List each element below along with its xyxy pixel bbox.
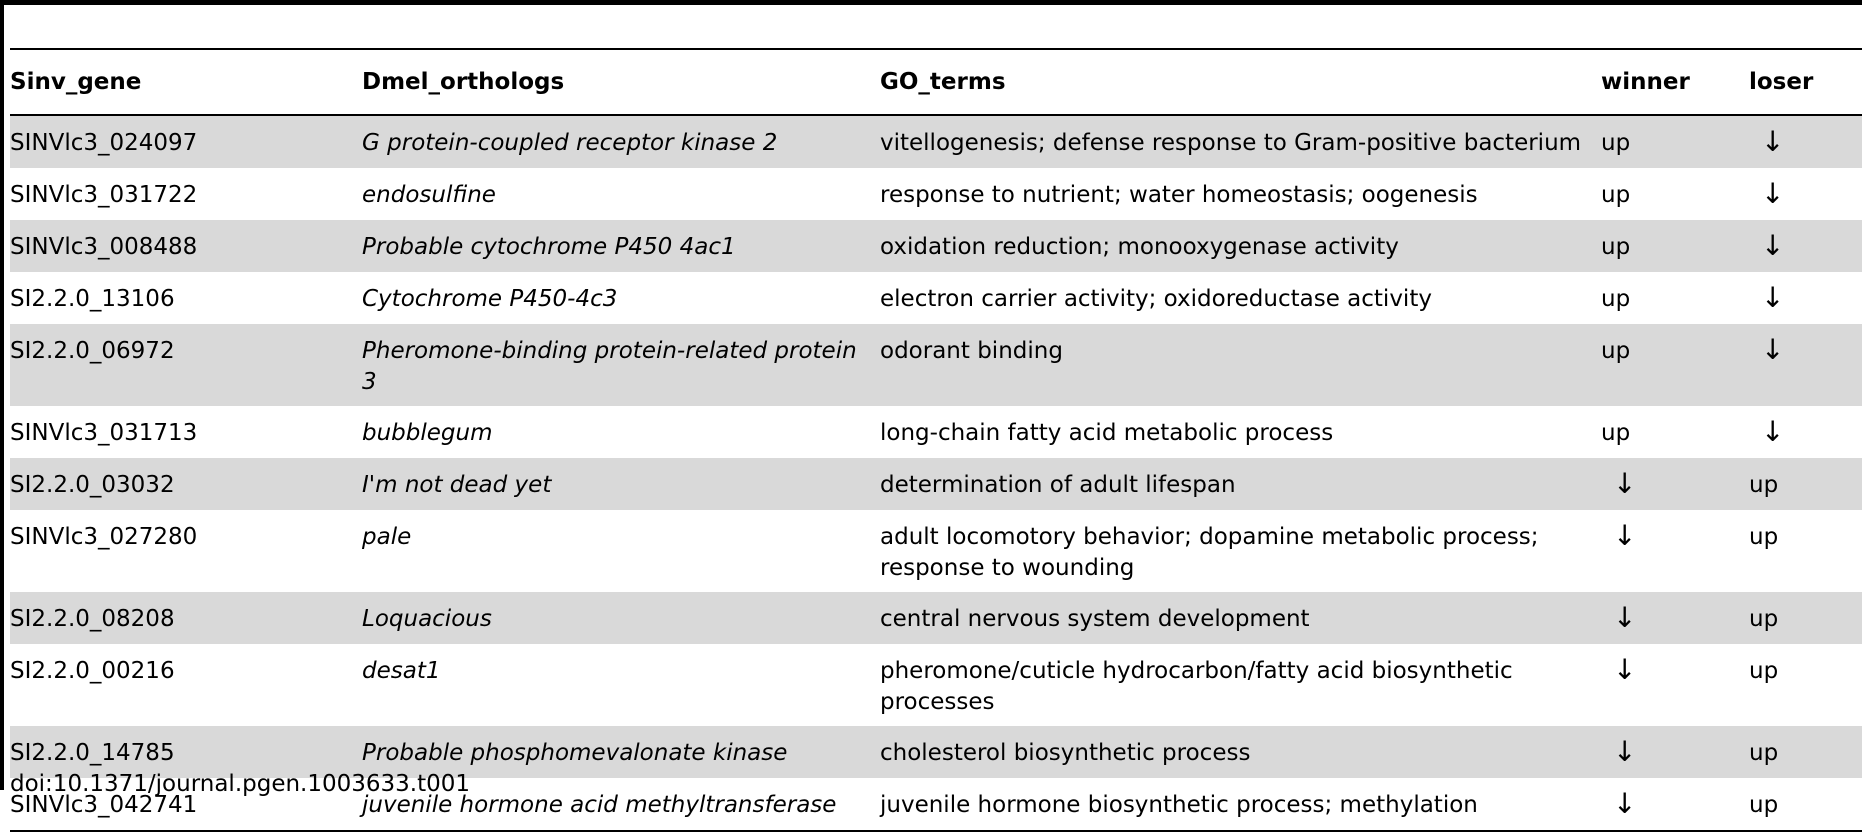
cell-loser (1749, 168, 1862, 220)
header-loser: loser (1749, 68, 1814, 95)
cell-loser-text: up (1749, 658, 1779, 684)
cell-dmel-ortholog (362, 644, 880, 726)
table-row (10, 220, 1862, 272)
cell-dmel-ortholog-text: juvenile hormone acid methyltransferase (362, 792, 837, 818)
header-go-terms: GO_terms (880, 68, 1006, 95)
cell-sinv-gene (10, 458, 362, 510)
cell-dmel-ortholog (362, 510, 880, 592)
cell-dmel-ortholog (362, 324, 880, 406)
table-row (10, 272, 1862, 324)
cell-loser (1749, 592, 1862, 644)
table-row (10, 168, 1862, 220)
cell-sinv-gene-text: SI2.2.0_06972 (10, 338, 175, 364)
cell-dmel-ortholog (362, 592, 880, 644)
cell-loser (1749, 272, 1862, 324)
cell-loser (1749, 458, 1862, 510)
cell-winner-text: ↓ (1613, 787, 1637, 820)
cell-loser-text: up (1749, 606, 1779, 632)
cell-loser-text: ↓ (1761, 281, 1785, 314)
cell-sinv-gene (10, 115, 362, 168)
cell-dmel-ortholog-text: Cytochrome P450-4c3 (362, 286, 618, 312)
cell-dmel-ortholog (362, 115, 880, 168)
cell-sinv-gene (10, 406, 362, 458)
cell-loser-text: ↓ (1761, 415, 1785, 448)
cell-winner-text: ↓ (1613, 601, 1637, 634)
cell-sinv-gene-text: SINVlc3_031722 (10, 182, 198, 208)
cell-sinv-gene-text: SI2.2.0_14785 (10, 740, 175, 766)
cell-loser (1749, 220, 1862, 272)
cell-loser (1749, 778, 1862, 831)
cell-dmel-ortholog-text: Probable cytochrome P450 4ac1 (362, 234, 736, 260)
cell-go-terms-text: pheromone/cuticle hydrocarbon/fatty acid biosynthetic processes (880, 658, 1513, 715)
header-winner: winner (1601, 68, 1690, 95)
cell-winner-text: up (1601, 420, 1631, 446)
cell-go-terms (880, 324, 1601, 406)
cell-sinv-gene-text: SINVlc3_008488 (10, 234, 198, 260)
cell-winner (1601, 115, 1749, 168)
cell-go-terms (880, 458, 1601, 510)
cell-go-terms-text: odorant binding (880, 338, 1063, 364)
cell-go-terms (880, 644, 1601, 726)
cell-winner-text: up (1601, 130, 1631, 156)
table-row (10, 324, 1862, 406)
cell-winner (1601, 324, 1749, 406)
cell-dmel-ortholog-text: endosulfine (362, 182, 496, 208)
table-container (10, 48, 1862, 832)
cell-go-terms-text: long-chain fatty acid metabolic process (880, 420, 1334, 446)
cell-loser-text: up (1749, 472, 1779, 498)
cell-go-terms (880, 115, 1601, 168)
table-row (10, 592, 1862, 644)
cell-loser-text: ↓ (1761, 333, 1785, 366)
cell-winner (1601, 778, 1749, 831)
cell-sinv-gene-text: SI2.2.0_00216 (10, 658, 175, 684)
cell-sinv-gene (10, 510, 362, 592)
cell-winner-text: up (1601, 234, 1631, 260)
cell-dmel-ortholog (362, 168, 880, 220)
table-row (10, 115, 1862, 168)
cell-sinv-gene (10, 272, 362, 324)
table-row (10, 510, 1862, 592)
cell-dmel-ortholog (362, 272, 880, 324)
cell-go-terms (880, 220, 1601, 272)
cell-dmel-ortholog-text: desat1 (362, 658, 441, 684)
cell-winner-text: ↓ (1613, 519, 1637, 552)
cell-dmel-ortholog-text: I'm not dead yet (362, 472, 552, 498)
cell-loser-text: up (1749, 792, 1779, 818)
cell-go-terms (880, 726, 1601, 778)
cell-sinv-gene-text: SINVlc3_031713 (10, 420, 198, 446)
cell-winner (1601, 458, 1749, 510)
top-rule (0, 0, 1862, 5)
cell-sinv-gene-text: SI2.2.0_13106 (10, 286, 175, 312)
cell-loser-text: up (1749, 524, 1779, 550)
doi-caption: doi:10.1371/journal.pgen.1003633.t001 (10, 771, 471, 797)
cell-sinv-gene-text: SINVlc3_027280 (10, 524, 198, 550)
cell-winner (1601, 726, 1749, 778)
header-dmel-orthologs: Dmel_orthologs (362, 68, 565, 95)
cell-winner-text: up (1601, 182, 1631, 208)
cell-go-terms (880, 168, 1601, 220)
cell-dmel-ortholog-text: Loquacious (362, 606, 492, 632)
cell-go-terms-text: oxidation reduction; monooxygenase activity (880, 234, 1399, 260)
cell-loser (1749, 510, 1862, 592)
cell-winner (1601, 644, 1749, 726)
cell-sinv-gene-text: SINVlc3_024097 (10, 130, 198, 156)
cell-loser-text: ↓ (1761, 177, 1785, 210)
cell-go-terms (880, 778, 1601, 831)
cell-loser-text: ↓ (1761, 229, 1785, 262)
cell-sinv-gene (10, 168, 362, 220)
cell-winner-text: ↓ (1613, 735, 1637, 768)
cell-winner (1601, 406, 1749, 458)
cell-winner-text: up (1601, 286, 1631, 312)
cell-winner (1601, 510, 1749, 592)
cell-loser (1749, 726, 1862, 778)
cell-loser-text: ↓ (1761, 125, 1785, 158)
cell-sinv-gene-text: SI2.2.0_03032 (10, 472, 175, 498)
cell-loser (1749, 324, 1862, 406)
cell-go-terms-text: vitellogenesis; defense response to Gram-positive bacterium (880, 130, 1582, 156)
cell-sinv-gene-text: SI2.2.0_08208 (10, 606, 175, 632)
cell-dmel-ortholog-text: bubblegum (362, 420, 493, 446)
cell-winner (1601, 220, 1749, 272)
cell-go-terms-text: juvenile hormone biosynthetic process; methylation (880, 792, 1478, 818)
cell-sinv-gene (10, 644, 362, 726)
cell-go-terms (880, 592, 1601, 644)
cell-loser (1749, 644, 1862, 726)
cell-loser (1749, 406, 1862, 458)
cell-loser (1749, 115, 1862, 168)
cell-dmel-ortholog (362, 406, 880, 458)
table-body (10, 115, 1862, 831)
cell-go-terms-text: central nervous system development (880, 606, 1310, 632)
cell-sinv-gene (10, 220, 362, 272)
cell-sinv-gene (10, 324, 362, 406)
cell-go-terms (880, 510, 1601, 592)
cell-go-terms (880, 272, 1601, 324)
header-row (10, 49, 1862, 115)
cell-winner (1601, 592, 1749, 644)
cell-go-terms-text: electron carrier activity; oxidoreductase activity (880, 286, 1432, 312)
cell-winner (1601, 168, 1749, 220)
gene-expression-table (10, 48, 1862, 832)
cell-go-terms (880, 406, 1601, 458)
cell-winner (1601, 272, 1749, 324)
left-edge-rule (0, 0, 4, 790)
header-sinv-gene: Sinv_gene (10, 68, 142, 95)
cell-sinv-gene-text: SINVlc3_042741 (10, 792, 198, 818)
cell-winner-text: ↓ (1613, 467, 1637, 500)
cell-dmel-ortholog (362, 220, 880, 272)
table-header (10, 49, 1862, 115)
cell-winner-text: ↓ (1613, 653, 1637, 686)
table-row (10, 406, 1862, 458)
cell-winner-text: up (1601, 338, 1631, 364)
cell-dmel-ortholog (362, 458, 880, 510)
cell-dmel-ortholog-text: pale (362, 524, 412, 550)
table-row (10, 644, 1862, 726)
cell-go-terms-text: adult locomotory behavior; dopamine metabolic process; response to wounding (880, 524, 1539, 581)
cell-sinv-gene (10, 592, 362, 644)
cell-go-terms-text: cholesterol biosynthetic process (880, 740, 1251, 766)
cell-dmel-ortholog-text: Probable phosphomevalonate kinase (362, 740, 788, 766)
cell-go-terms-text: determination of adult lifespan (880, 472, 1236, 498)
cell-go-terms-text: response to nutrient; water homeostasis; oogenesis (880, 182, 1478, 208)
cell-dmel-ortholog-text: G protein-coupled receptor kinase 2 (362, 130, 778, 156)
cell-loser-text: up (1749, 740, 1779, 766)
cell-dmel-ortholog-text: Pheromone-binding protein-related protein 3 (362, 338, 857, 395)
table-row (10, 458, 1862, 510)
